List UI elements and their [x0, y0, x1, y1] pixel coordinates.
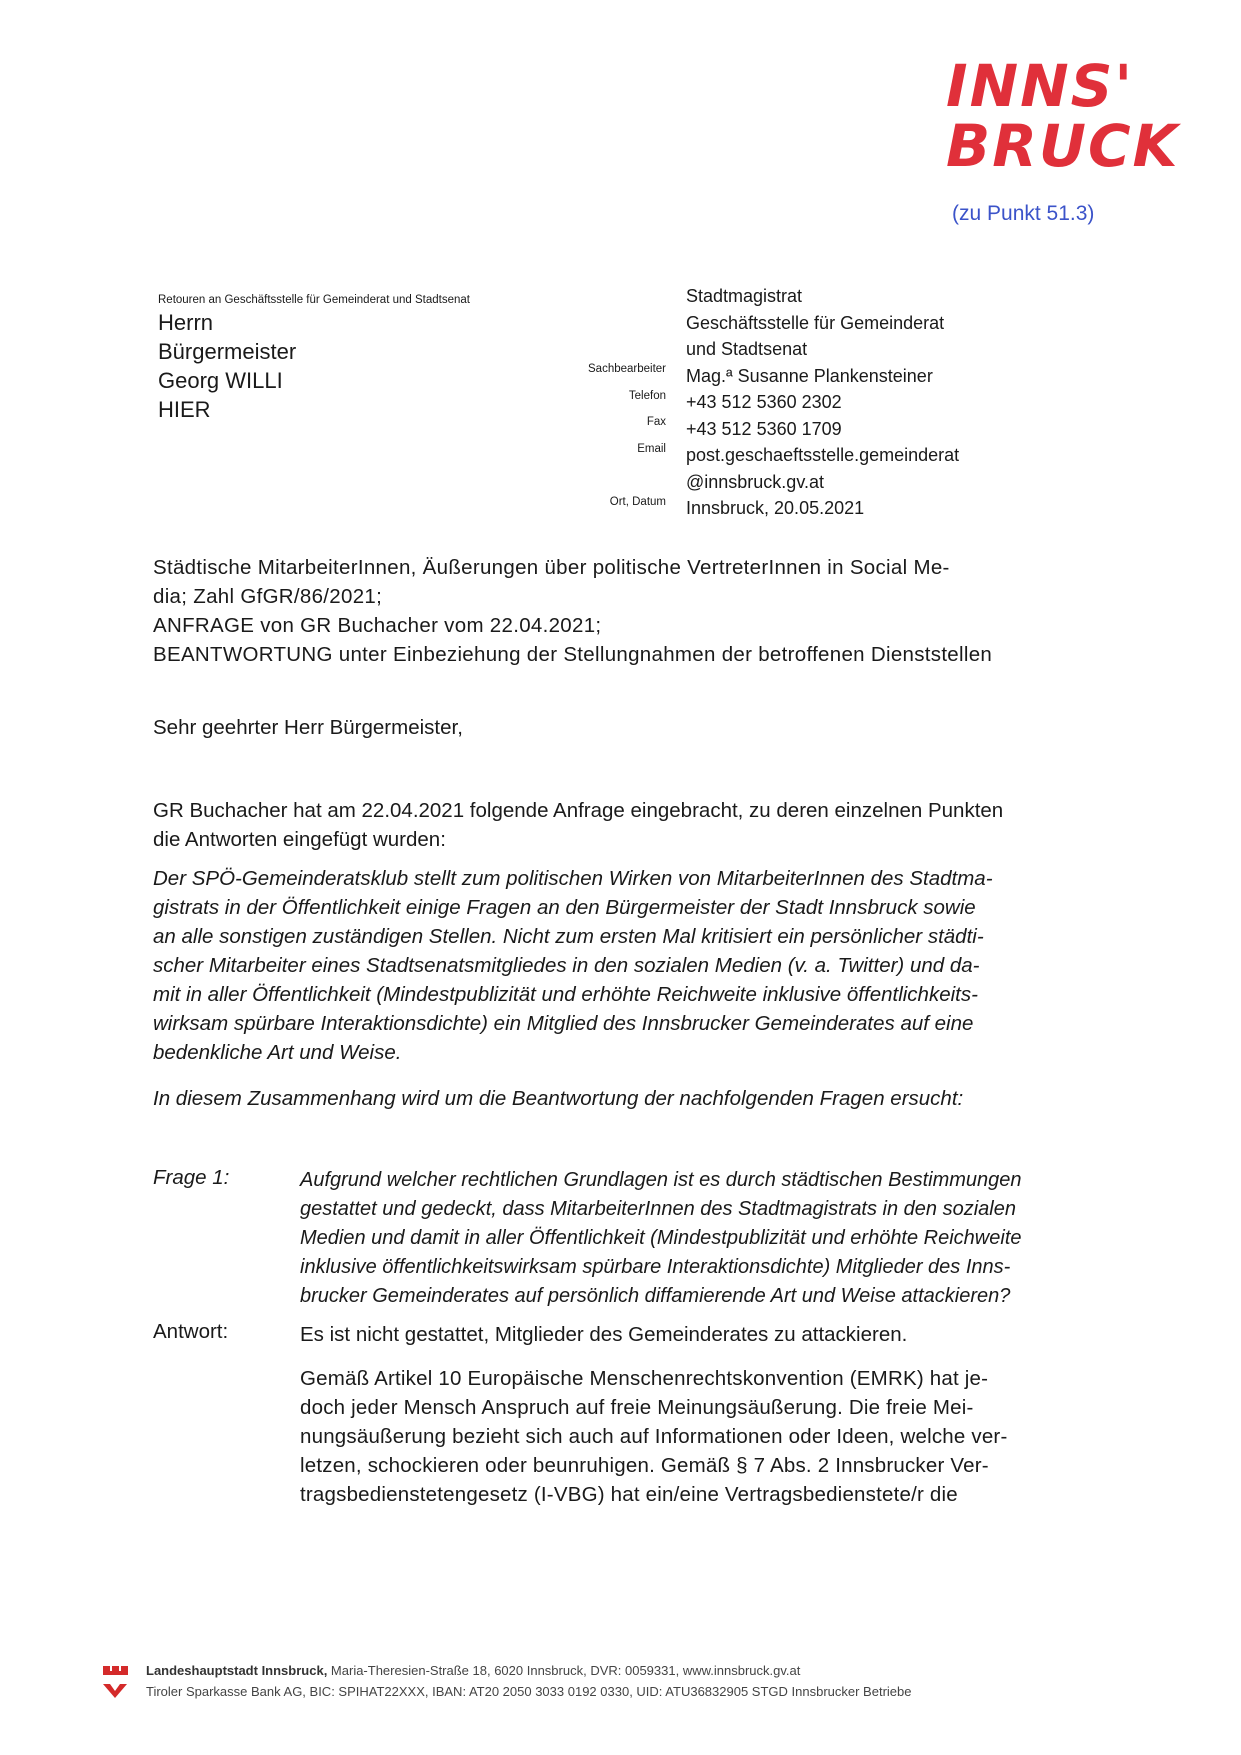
ort-datum-value: Innsbruck, 20.05.2021	[686, 498, 865, 518]
subject-line: ANFRAGE von GR Buchacher vom 22.04.2021;	[153, 614, 602, 637]
footer-org: Landeshauptstadt Innsbruck,	[146, 1663, 328, 1678]
intro-line: GR Buchacher hat am 22.04.2021 folgende Anfrage eingebracht, zu deren einzelnen Punkten	[153, 799, 1004, 822]
recipient-line: HIER	[158, 397, 211, 422]
question-text	[300, 1166, 1130, 1311]
intro-paragraph	[153, 796, 1123, 854]
answer-label: Antwort:	[153, 1320, 229, 1343]
footer-line-1	[146, 1660, 911, 1681]
subject-block	[153, 553, 1113, 669]
answer-first-line: Es ist nicht gestattet, Mitglieder des Gemeinderates zu attackieren.	[300, 1323, 908, 1346]
city-emblem-icon	[100, 1664, 130, 1700]
email-value: post.geschaeftsstelle.gemeinderat	[686, 445, 960, 465]
request-line: an alle sonstigen zuständigen Stellen. Nicht zum ersten Mal kritisiert ein persönlicher städti-	[153, 925, 984, 948]
logo-line-1: INNS'	[946, 52, 1135, 120]
footer-address: Maria-Theresien-Straße 18, 6020 Innsbruck, DVR: 0059331, www.innsbruck.gv.at	[327, 1663, 801, 1678]
subject-line: Städtische MitarbeiterInnen, Äußerungen über politische VertreterInnen in Social Me-	[153, 556, 950, 579]
label-email: Email	[637, 442, 666, 455]
sachbearbeiter-value: Mag.ª Susanne Plankensteiner	[686, 365, 933, 386]
request-line: bedenkliche Art und Weise.	[153, 1041, 402, 1064]
answer-line: doch jeder Mensch Anspruch auf freie Meinungsäußerung. Die freie Mei-	[300, 1396, 974, 1419]
question-line: inklusive öffentlichkeitswirksam spürbare Interaktionsdichte) Mitglieder des Inns-	[300, 1256, 1011, 1278]
request-line: wirksam spürbare Interaktionsdichte) ein Mitglied des Innsbrucker Gemeinderates auf eine	[153, 1012, 974, 1035]
recipient-line: Herrn	[158, 310, 214, 335]
label-fax: Fax	[646, 416, 666, 428]
logo-line-2: BRUCK	[946, 112, 1180, 180]
sender-org: Geschäftsstelle für Gemeinderat	[686, 312, 945, 333]
recipient-address	[158, 308, 296, 424]
footer-line-2: Tiroler Sparkasse Bank AG, BIC: SPIHAT22XXX, IBAN: AT20 2050 3033 0192 0330, UID: ATU36832905 STGD Innsbrucker Betriebe	[146, 1684, 912, 1699]
request-line: scher Mitarbeiter eines Stadtsenatsmitgliedes in den sozialen Medien (v. a. Twitter) und da-	[153, 954, 980, 977]
email-value-cont: @innsbruck.gv.at	[686, 471, 824, 492]
fax-value: +43 512 5360 1709	[686, 418, 842, 439]
answer-line: nungsäußerung bezieht sich auch auf Informationen oder Ideen, welche ver-	[300, 1425, 1008, 1448]
answer-line: Gemäß Artikel 10 Europäische Menschenrechtskonvention (EMRK) hat je-	[300, 1367, 989, 1390]
request-closing: In diesem Zusammenhang wird um die Beantwortung der nachfolgenden Fragen ersucht:	[153, 1087, 964, 1110]
return-address: Retouren an Geschäftsstelle für Gemeinderat und Stadtsenat	[158, 294, 470, 306]
request-line: mit in aller Öffentlichkeit (Mindestpublizität und erhöhte Reichweite inklusive öffentlichkeits-	[153, 983, 978, 1006]
salutation: Sehr geehrter Herr Bürgermeister,	[153, 716, 463, 739]
question-label: Frage 1:	[153, 1166, 230, 1189]
answer-text	[300, 1364, 1130, 1509]
question-line: Aufgrund welcher rechtlichen Grundlagen ist es durch städtischen Bestimmungen	[300, 1169, 1022, 1191]
label-ort-datum: Ort, Datum	[609, 495, 666, 508]
question-line: Medien und damit in aller Öffentlichkeit (Mindestpublizität und erhöhte Reichweite	[300, 1227, 1022, 1249]
sender-labels	[530, 356, 666, 515]
recipient-line: Georg WILLI	[158, 368, 283, 393]
innsbruck-logo	[946, 52, 1186, 180]
request-paragraph	[153, 864, 1128, 1067]
label-sachbearbeiter: Sachbearbeiter	[588, 363, 666, 375]
sender-values	[686, 283, 959, 522]
intro-line: die Antworten eingefügt wurden:	[153, 828, 446, 851]
question-line: brucker Gemeinderates auf persönlich diffamierende Art und Weise attackieren?	[300, 1285, 1011, 1307]
subject-line: BEANTWORTUNG unter Einbeziehung der Stellungnahmen der betroffenen Dienststellen	[153, 643, 993, 666]
telefon-value: +43 512 5360 2302	[686, 392, 842, 412]
sender-org: und Stadtsenat	[686, 339, 808, 359]
subject-line: dia; Zahl GfGR/86/2021;	[153, 585, 383, 608]
answer-line: tragsbedienstetengesetz (I-VBG) hat ein/eine Vertragsbedienstete/r die	[300, 1483, 958, 1506]
question-line: gestattet und gedeckt, dass MitarbeiterInnen des Stadtmagistrats in den sozialen	[300, 1198, 1016, 1220]
request-line: Der SPÖ-Gemeinderatsklub stellt zum politischen Wirken von MitarbeiterInnen des Stadtma-	[153, 867, 993, 890]
request-line: gistrats in der Öffentlichkeit einige Fragen an den Bürgermeister der Stadt Innsbruck sowie	[153, 896, 976, 919]
recipient-line: Bürgermeister	[158, 339, 297, 364]
label-telefon: Telefon	[628, 389, 666, 402]
answer-line: letzen, schockieren oder beunruhigen. Gemäß § 7 Abs. 2 Innsbrucker Ver-	[300, 1454, 989, 1477]
footer	[146, 1660, 911, 1702]
agenda-reference: (zu Punkt 51.3)	[952, 202, 1095, 225]
sender-org: Stadtmagistrat	[686, 286, 803, 306]
